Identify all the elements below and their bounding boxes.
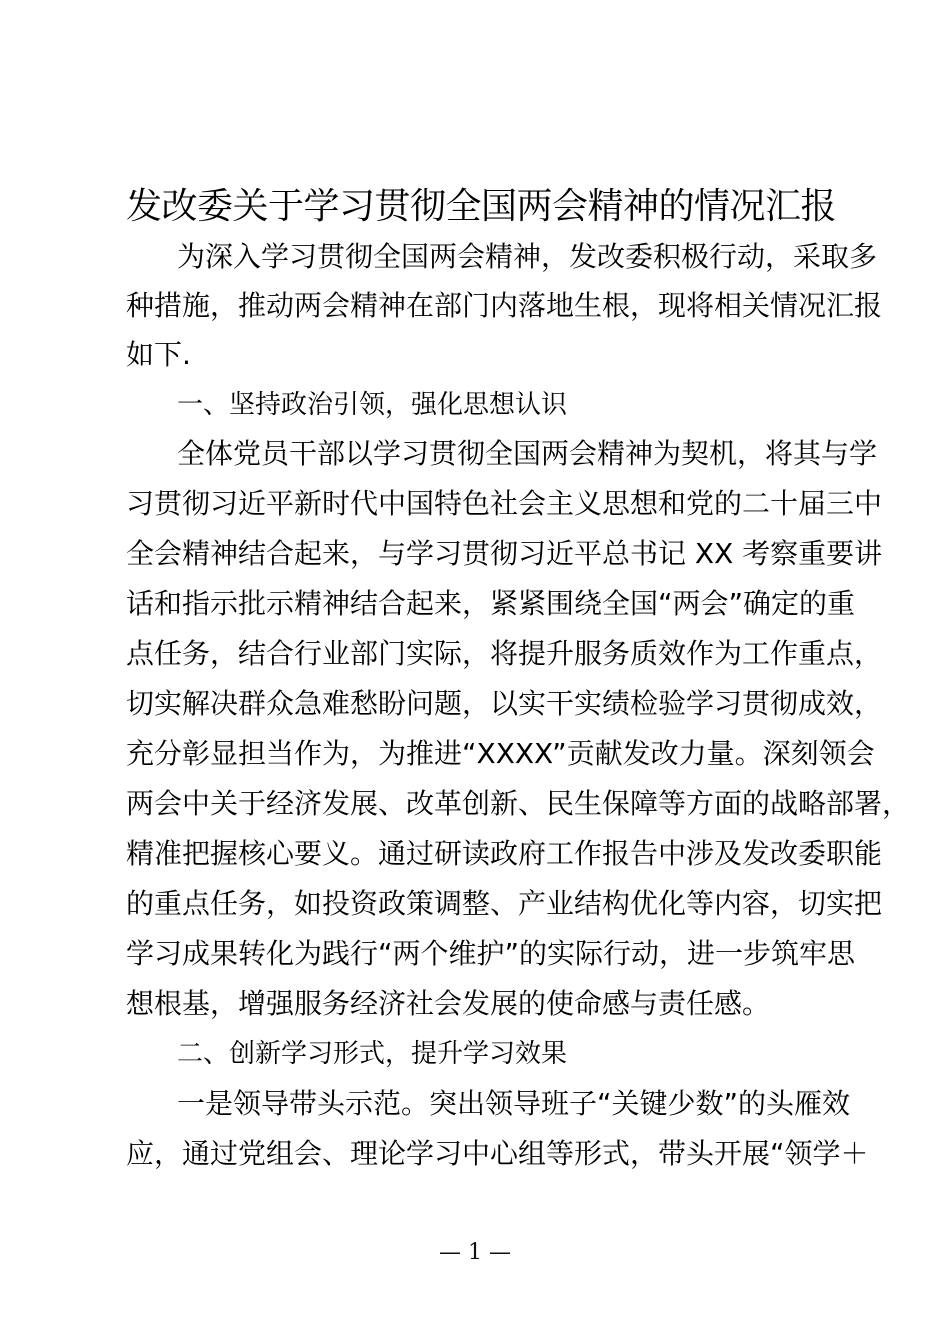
paragraph-line: 充分彰显担当作为，为推进“XXXX”贡献发改力量。深刻领会 (126, 737, 875, 770)
paragraph-line: 为深入学习贯彻全国两会精神，发改委积极行动，采取多 (177, 240, 878, 273)
paragraph-line: 一是领导带头示范。突出领导班子“关键少数”的头雁效 (177, 1087, 851, 1120)
page-number: — 1 — (439, 1240, 511, 1265)
paragraph-line: 如下. (126, 338, 191, 371)
section-heading: 一、坚持政治引领，强化思想认识 (177, 390, 568, 420)
paragraph-line: 想根基，增强服务经济社会发展的使命感与责任感。 (126, 987, 771, 1020)
section-heading: 二、创新学习形式，提升学习效果 (177, 1039, 568, 1069)
paragraph-line: 全会精神结合起来，与学习贯彻习近平总书记 XX 考察重要讲 (126, 537, 883, 570)
document-title: 发改委关于学习贯彻全国两会精神的情况汇报 (126, 186, 837, 227)
paragraph-line: 习贯彻习近平新时代中国特色社会主义思想和党的二十届三中 (126, 487, 883, 520)
paragraph-line: 精准把握核心要义。通过研读政府工作报告中涉及发改委职能 (126, 837, 883, 870)
paragraph-line: 应，通过党组会、理论学习中心组等形式，带头开展“领学＋ (126, 1137, 869, 1170)
paragraph-line: 学习成果转化为践行“两个维护”的实际行动，进一步筑牢思 (126, 937, 856, 970)
paragraph-line: 两会中关于经济发展、改革创新、民生保障等方面的战略部署， (126, 787, 911, 820)
paragraph-line: 话和指示批示精神结合起来，紧紧围绕全国“两会”确定的重 (126, 587, 856, 620)
paragraph-line: 切实解决群众急难愁盼问题，以实干实绩检验学习贯彻成效， (126, 687, 883, 720)
paragraph-line: 种措施，推动两会精神在部门内落地生根，现将相关情况汇报 (126, 289, 883, 322)
paragraph-line: 的重点任务，如投资政策调整、产业结构优化等内容，切实把 (126, 887, 883, 920)
paragraph-line: 点任务，结合行业部门实际，将提升服务质效作为工作重点， (126, 637, 883, 670)
paragraph-line: 全体党员干部以学习贯彻全国两会精神为契机，将其与学 (177, 437, 878, 470)
